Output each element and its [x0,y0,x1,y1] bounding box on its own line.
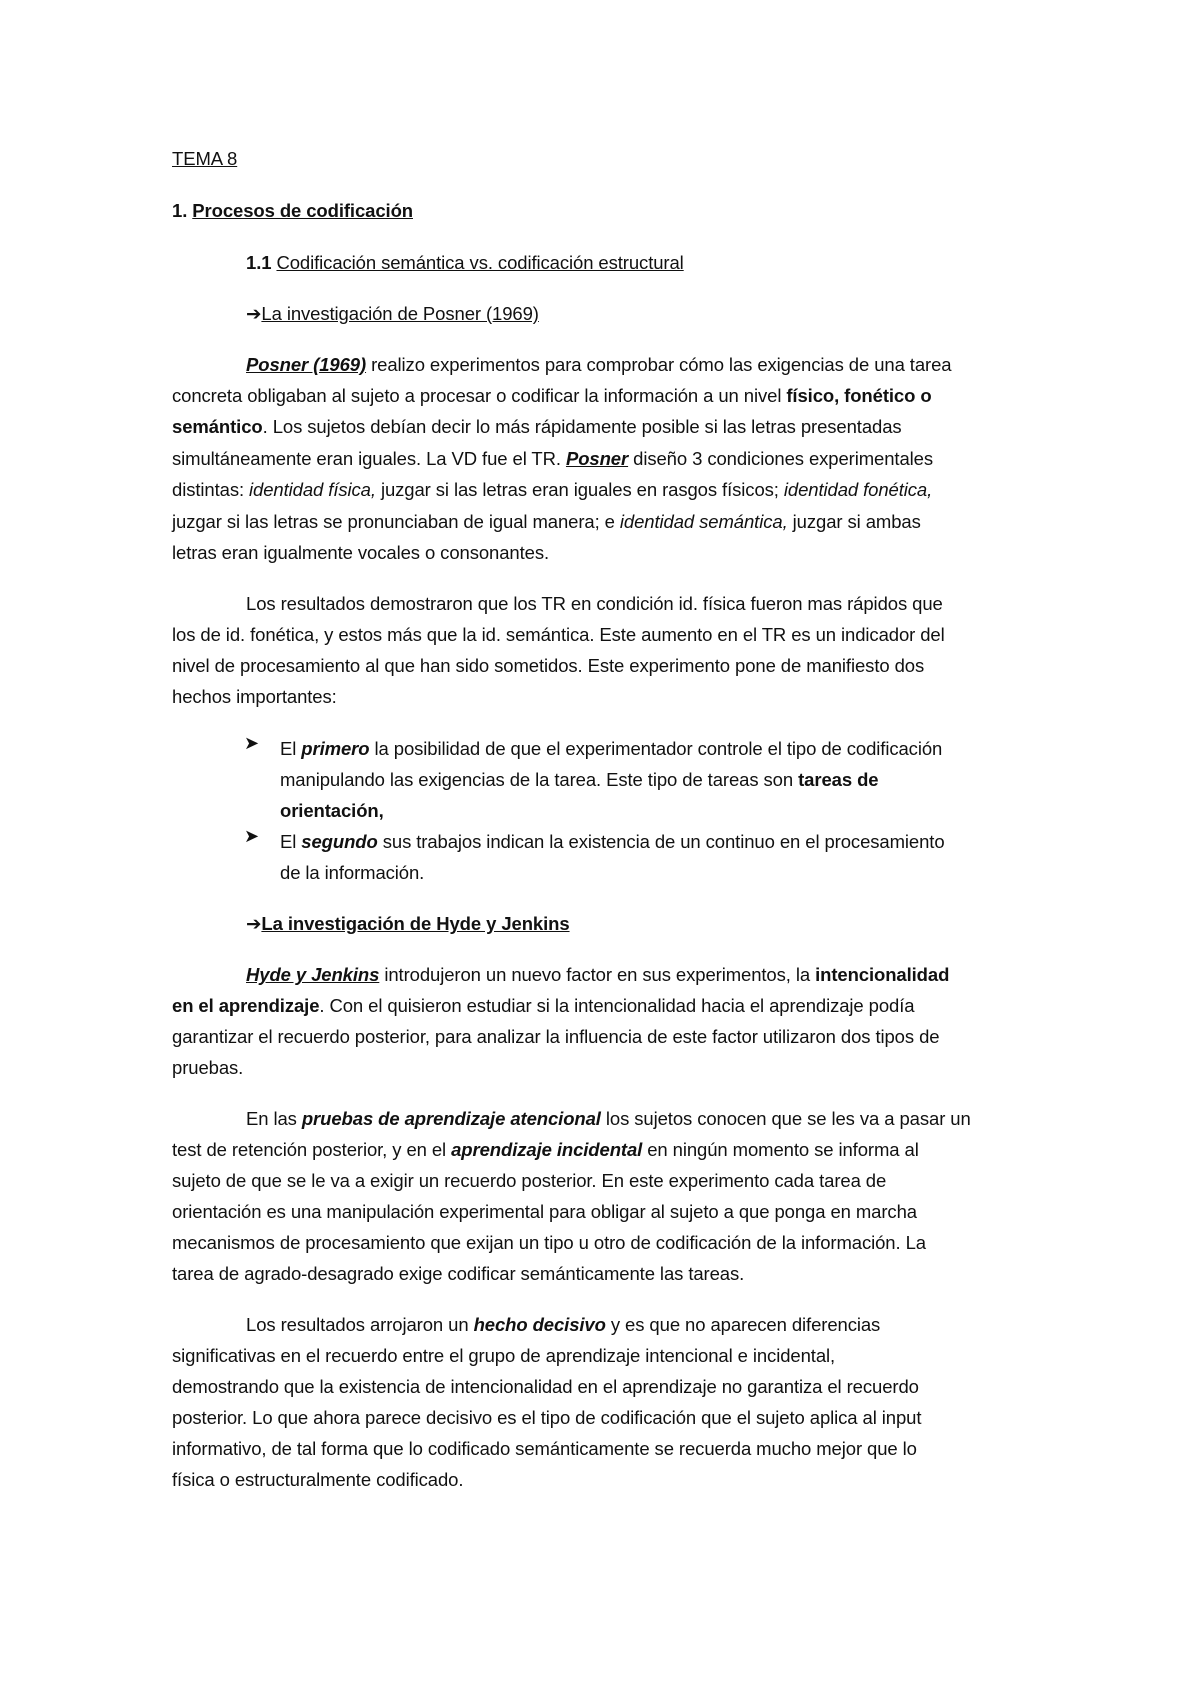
p4-line-5: mecanismos de procesamiento que exijan un tipo u otro de codificación de la información. La [172,1232,926,1253]
bold-text: tareas de [798,769,879,790]
bold-text: semántico [172,416,263,437]
p2-line-1: Los resultados demostraron que los TR en condición id. física fueron mas rápidos que [246,593,943,614]
bold-text: en el aprendizaje [172,995,320,1016]
bullet-arrow-icon: ➤ [244,826,260,846]
section-heading [172,195,413,227]
posner-ref: Posner [565,448,629,469]
bold-italic-text: primero [301,738,370,759]
posner-heading [246,298,539,330]
bold-text: físico, fonético o [786,385,932,406]
text: sus trabajos indican la existencia de un continuo en el procesamiento [377,831,945,852]
bold-italic-text: segundo [301,831,378,852]
bullet-arrow-icon: ➤ [244,733,260,753]
bold-text: intencionalidad [815,964,950,985]
arrow-icon: ➔ [246,303,262,324]
p3-line-2 [172,990,914,1022]
text: test de retención posterior, y en el [172,1139,452,1160]
bold-italic-text: hecho decisivo [473,1314,606,1335]
p3-line-4: pruebas. [172,1057,244,1078]
p2-line-3: nivel de procesamiento al que han sido sometidos. Este experimento pone de manifiesto dos [172,655,925,676]
text: manipulando las exigencias de la tarea. Este tipo de tareas son [280,769,799,790]
text: introdujeron un nuevo factor en sus experimentos, la [379,964,816,985]
p2-line-4: hechos importantes: [172,686,337,707]
b2-line-2: de la información. [280,862,425,883]
hyde-jenkins-heading [246,908,570,940]
italic-text: identidad física, [249,479,376,500]
section-number: 1. [172,200,188,221]
text: la posibilidad de que el experimentador controle el tipo de codificación [369,738,943,759]
hyde-jenkins-heading-text: La investigación de Hyde y Jenkins [261,913,570,934]
text: simultáneamente eran iguales. La VD fue el TR. [172,448,566,469]
text: distintas: [172,479,250,500]
p3-line-3: garantizar el recuerdo posterior, para analizar la influencia de este factor utilizaron dos tipos de [172,1026,940,1047]
document-heading: TEMA 8 [172,148,238,169]
p1-line-7: letras eran igualmente vocales o consonantes. [172,542,550,563]
p1-line-2 [172,380,932,412]
p5-line-5: informativo, de tal forma que lo codificado semánticamente se recuerda mucho mejor que lo [172,1438,917,1459]
subsection-title: Codificación semántica vs. codificación estructural [276,252,684,273]
italic-text: identidad fonética, [783,479,933,500]
arrow-icon: ➔ [246,913,262,934]
bold-italic-text: pruebas de aprendizaje atencional [301,1108,601,1129]
posner-ref: Posner (1969) [246,354,367,375]
text: En las [246,1108,302,1129]
p4-line-6: tarea de agrado-desagrado exige codificar semánticamente las tareas. [172,1263,745,1284]
section-title: Procesos de codificación [192,200,413,221]
p5-line-2: significativas en el recuerdo entre el grupo de aprendizaje intencional e incidental, [172,1345,836,1366]
p3-line-1 [246,959,949,991]
b1-line-1 [280,733,942,765]
p5-line-4: posterior. Lo que ahora parece decisivo es el tipo de codificación que el sujeto aplica al input [172,1407,922,1428]
p1-line-3 [172,411,902,443]
text: juzgar si ambas [787,511,921,532]
text: y es que no aparecen diferencias [605,1314,881,1335]
text: realizo experimentos para comprobar cómo las exigencias de una tarea [366,354,952,375]
p4-line-4: orientación es una manipulación experimental para obligar al sujeto a que ponga en marcha [172,1201,917,1222]
p5-line-1 [246,1309,880,1341]
p1-line-5 [172,474,932,506]
text: diseño 3 condiciones experimentales [628,448,934,469]
text: en ningún momento se informa al [642,1139,919,1160]
text: El [280,738,302,759]
subsection-heading [246,247,684,279]
posner-heading-text: La investigación de Posner (1969) [261,303,539,324]
p1-line-4 [172,443,933,475]
subsection-number: 1.1 [246,252,272,273]
text: juzgar si las letras se pronunciaban de igual manera; e [172,511,620,532]
b1-line-3: orientación, [280,800,384,821]
text: Los resultados arrojaron un [246,1314,474,1335]
bold-italic-text: aprendizaje incidental [451,1139,643,1160]
p4-line-1 [246,1103,971,1135]
text: los sujetos conocen que se les va a pasar un [600,1108,971,1129]
text: concreta obligaban al sujeto a procesar o codificar la información a un nivel [172,385,787,406]
b2-line-1 [280,826,945,858]
b1-line-2 [280,764,878,796]
p2-line-2: los de id. fonética, y estos más que la id. semántica. Este aumento en el TR es un indicador del [172,624,945,645]
hyde-jenkins-ref: Hyde y Jenkins [246,964,380,985]
text: . Con el quisieron estudiar si la intencionalidad hacia el aprendizaje podía [319,995,915,1016]
p1-line-6 [172,506,921,538]
text: . Los sujetos debían decir lo más rápidamente posible si las letras presentadas [262,416,902,437]
text: El [280,831,302,852]
p4-line-2 [172,1134,919,1166]
p1-line-1 [246,349,951,381]
p5-line-3: demostrando que la existencia de intencionalidad en el aprendizaje no garantiza el recuerdo [172,1376,919,1397]
p5-line-6: física o estructuralmente codificado. [172,1469,464,1490]
p4-line-3: sujeto de que se le va a exigir un recuerdo posterior. En este experimento cada tarea de [172,1170,887,1191]
italic-text: identidad semántica, [619,511,788,532]
text: juzgar si las letras eran iguales en rasgos físicos; [375,479,784,500]
